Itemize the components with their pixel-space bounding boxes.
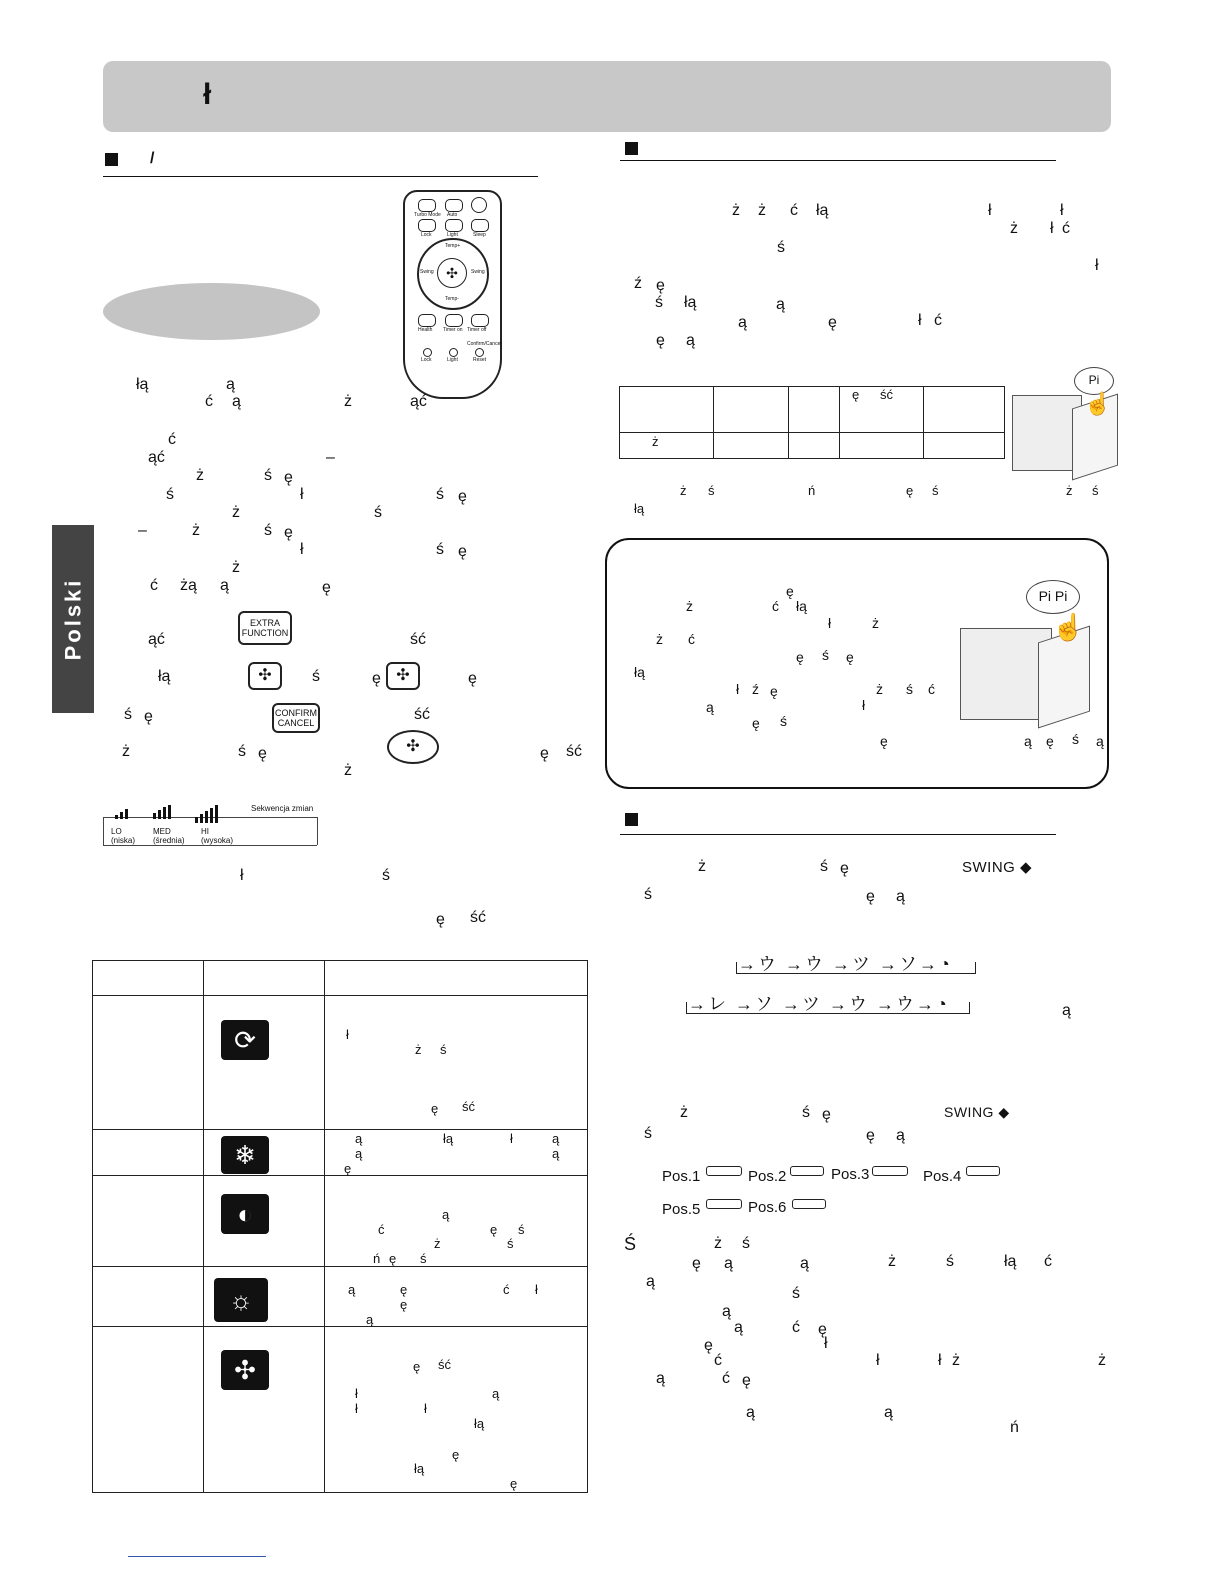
glyph: ż (888, 1253, 896, 1270)
glyph: ć (168, 431, 176, 448)
position-label-2: Pos.2 (748, 1168, 787, 1185)
glyph: żą (180, 577, 197, 594)
glyph: ł (535, 1282, 538, 1297)
glyph: – (138, 522, 147, 539)
extra-function-label-2: FUNCTION (241, 628, 289, 638)
glyph: ą (776, 296, 785, 313)
glyph: łą (136, 376, 149, 393)
glyph: ą (800, 1255, 809, 1272)
fan-icon-button-2[interactable]: ✣ (386, 662, 420, 690)
remote-label-light-2: Light (447, 357, 458, 363)
glyph: ż (758, 202, 766, 219)
glyph: ś (420, 1251, 427, 1266)
glyph: ść (566, 743, 582, 760)
section-marker-3 (625, 813, 638, 826)
remote-key-timer-on (445, 314, 463, 327)
glyph: ż (952, 1352, 960, 1369)
remote-label-health: Health (418, 327, 433, 333)
glyph: ś (742, 1235, 750, 1252)
glyph: ę (692, 1255, 701, 1272)
confirm-label: CONFIRM (275, 708, 317, 718)
section-marker-2 (625, 142, 638, 155)
glyph: ż (698, 858, 706, 875)
glyph: ś (932, 483, 939, 498)
glyph: ł (1095, 257, 1099, 274)
glyph: ę (452, 1447, 460, 1462)
glyph: ż (656, 631, 663, 647)
glyph: ć (503, 1282, 510, 1297)
glyph: ę (866, 888, 875, 905)
pipi-bubble: Pi Pi (1026, 580, 1080, 614)
glyph: ę (322, 579, 331, 596)
glyph: ł (240, 867, 244, 884)
glyph: ł (988, 202, 992, 219)
glyph: ż (344, 393, 352, 410)
glyph: ą (552, 1131, 560, 1146)
glyph: ł (300, 541, 304, 558)
remote-label-lock-2: Lock (421, 357, 432, 363)
extra-function-label-1: EXTRA (249, 618, 280, 628)
glyph: ć (928, 681, 935, 697)
glyph: ł (1060, 202, 1064, 219)
glyph: ś (822, 647, 829, 663)
hand-icon-2: ☝ (1052, 612, 1085, 642)
glyph: ł (424, 1401, 427, 1416)
glyph: ć (150, 577, 158, 594)
glyph: ż (1098, 1352, 1106, 1369)
glyph: ś (436, 541, 444, 558)
fan-sequence-label: Sekwencja zmian (251, 804, 314, 813)
remote-label-timer-off: Timer off (467, 327, 487, 333)
glyph: ś (374, 504, 382, 521)
glyph: ę (880, 733, 888, 749)
glyph: ę (656, 277, 665, 294)
position-label-3: Pos.3 (831, 1166, 870, 1183)
glyph: ę (144, 708, 153, 725)
cancel-label: CANCEL (277, 718, 315, 728)
glyph: ą (722, 1303, 731, 1320)
glyph: ą (1024, 733, 1032, 749)
fan-mode-icon: ✣ (221, 1350, 269, 1390)
glyph: ę (400, 1297, 408, 1312)
glyph: ść (414, 706, 430, 723)
glyph: ś (518, 1222, 525, 1237)
remote-key-light (445, 219, 463, 232)
glyph: ć (714, 1352, 722, 1369)
vane-pos4-icon (966, 1166, 1000, 1176)
glyph: ą (686, 332, 695, 349)
glyph: łą (796, 598, 807, 614)
glyph: ą (442, 1207, 450, 1222)
glyph: ż (415, 1042, 422, 1057)
cool-mode-icon: ❄ (221, 1136, 269, 1174)
glyph: ę (258, 745, 267, 762)
glyph: Ś (624, 1234, 637, 1254)
glyph: ł (1050, 220, 1054, 237)
glyph: ż (876, 681, 883, 697)
glyph: ść (880, 387, 893, 402)
glyph: ę (828, 314, 837, 331)
remote-dot-reset (475, 348, 484, 357)
glyph: ę (770, 683, 778, 699)
remote-key-timer-off (471, 314, 489, 327)
glyph: ć (722, 1370, 730, 1387)
remote-label-swing-left: Swing (420, 269, 434, 275)
language-tab[interactable] (52, 525, 94, 713)
glyph: ę (413, 1359, 421, 1374)
glyph: ą (646, 1273, 655, 1290)
vane-pos2-icon (790, 1166, 824, 1176)
vane-pos3-icon (872, 1166, 908, 1176)
glyph: ź (752, 681, 759, 697)
section-marker-1 (105, 153, 118, 166)
glyph: łą (414, 1461, 425, 1476)
section-rule-2 (620, 160, 1056, 161)
remote-control-illustration (403, 190, 502, 399)
indoor-unit-pipi-illustration (960, 578, 1095, 720)
glyph: ł (862, 697, 866, 713)
glyph: ę (431, 1101, 439, 1116)
hand-icon: ☝ (1084, 391, 1112, 416)
remote-key-auto (445, 199, 463, 212)
glyph: ą (896, 888, 905, 905)
glyph: ś (264, 522, 272, 539)
glyph: ż (122, 743, 130, 760)
fan-level-med: MED (średnia) (153, 827, 185, 845)
glyph: ł (938, 1352, 942, 1369)
glyph: ż (1010, 220, 1018, 237)
remote-fan-icon: ✣ (437, 258, 467, 288)
glyph: ę (822, 1106, 831, 1123)
glyph: ść (438, 1357, 451, 1372)
remote-dot-lock (423, 348, 432, 357)
glyph: ż (872, 615, 879, 631)
remote-label-confirm: Confirm/Cancel (467, 341, 502, 347)
glyph: ę (372, 670, 381, 687)
glyph: ć (792, 1319, 800, 1336)
glyph: ć (1044, 1253, 1052, 1270)
glyph: ż (192, 522, 200, 539)
glyph: ć (790, 202, 798, 219)
glyph: ę (458, 543, 467, 560)
glyph: łą (634, 501, 645, 516)
glyph: ł (346, 1027, 349, 1042)
glyph: ę (1046, 733, 1054, 749)
glyph: ę (656, 332, 665, 349)
glyph: ść (462, 1099, 475, 1114)
glyph: ś (440, 1042, 447, 1057)
swing-label-2: SWING ◆ (944, 1104, 1010, 1120)
heat-mode-icon: ☼ (214, 1278, 268, 1322)
glyph: ą (738, 314, 747, 331)
fan-bars-lo (115, 809, 128, 819)
glyph: ę (852, 387, 860, 402)
glyph: ś (644, 886, 652, 903)
glyph: ż (652, 434, 659, 449)
swing-sequence-1-icons: →ウ →ウ →ツ →ソ→◔ (738, 954, 952, 974)
fan-speed-sequence (103, 805, 321, 847)
glyph: ś (780, 713, 787, 729)
glyph: ę (704, 1337, 713, 1354)
glyph: ż (680, 483, 687, 498)
glyph: ś (820, 858, 828, 875)
glyph: ę (786, 583, 794, 599)
remote-power-icon (471, 197, 487, 213)
glyph: ł (876, 1352, 880, 1369)
glyph: ę (742, 1372, 751, 1389)
glyph: ś (655, 294, 663, 311)
glyph: ł (355, 1386, 358, 1401)
glyph: ż (714, 1235, 722, 1252)
glyph: ć (205, 393, 213, 410)
auto-mode-icon: ⟳ (221, 1020, 269, 1060)
pi-bubble: Pi (1074, 367, 1114, 395)
glyph: ść (410, 631, 426, 648)
glyph: ź (634, 275, 642, 292)
swing-sequence-2 (686, 992, 970, 1014)
footer-link-underline[interactable] (128, 1556, 266, 1557)
remote-label-temp-up: Temp+ (445, 243, 461, 249)
remote-label-lock: Lock (421, 232, 432, 238)
glyph: ś (124, 706, 132, 723)
swing-label-1: SWING ◆ (962, 859, 1033, 876)
glyph: ś (792, 1285, 800, 1302)
glyph: ą (355, 1146, 363, 1161)
glyph: ą (1062, 1002, 1071, 1019)
glyph: ś (507, 1236, 514, 1251)
glyph: łą (634, 664, 645, 680)
glyph: ść (470, 909, 486, 926)
section-rule-1 (103, 176, 538, 177)
vane-pos6-icon (792, 1199, 826, 1209)
glyph: ł (736, 681, 740, 697)
fan-bars-hi (195, 805, 218, 823)
glyph: ą (366, 1312, 374, 1327)
remote-key-health (418, 314, 436, 327)
vane-pos5-icon (706, 1199, 742, 1209)
header-title: ł (203, 78, 212, 111)
glyph: ę (796, 649, 804, 665)
glyph: ł (300, 486, 304, 503)
glyph: ś (264, 467, 272, 484)
glyph: ż (1066, 483, 1073, 498)
remote-dot-light (449, 348, 458, 357)
glyph: ę (540, 745, 549, 762)
remote-key-turbo (418, 199, 436, 212)
glyph: ś (946, 1253, 954, 1270)
glyph: ą (492, 1386, 500, 1401)
fan-bars-med (153, 805, 171, 819)
glyph: ł (828, 615, 832, 631)
indoor-unit-pi-illustration (1012, 365, 1122, 473)
glyph: łą (474, 1416, 485, 1431)
glyph: ą (355, 1131, 363, 1146)
remote-label-auto: Auto (447, 212, 458, 218)
fan-oval-button[interactable]: ✣ (387, 730, 439, 764)
glyph: ę (818, 1321, 827, 1338)
glyph: ś (312, 668, 320, 685)
remote-label-timer-on: Timer on (443, 327, 463, 333)
section-rule-3 (620, 834, 1056, 835)
fan-icon-button[interactable]: ✣ (248, 662, 282, 690)
glyph: ż (344, 762, 352, 779)
glyph: ą (706, 699, 714, 715)
extra-function-button[interactable] (238, 611, 292, 645)
glyph: ć (1062, 220, 1070, 237)
remote-label-reset: Reset (473, 357, 487, 363)
confirm-cancel-button[interactable] (272, 703, 320, 733)
section-title-1: / (150, 150, 155, 167)
glyph: łą (816, 202, 829, 219)
fan-level-hi: HI (wysoka) (201, 827, 234, 845)
glyph: ż (732, 202, 740, 219)
glyph: ąć (148, 449, 165, 466)
swing-sequence-2-icons: →レ →ソ →ツ →ウ →ウ→◔ (688, 994, 949, 1014)
remote-label-turbo: Turbo Mode (414, 212, 441, 218)
glyph: ąć (410, 393, 427, 410)
glyph: ł (824, 1335, 828, 1352)
glyph: ś (166, 486, 174, 503)
language-tab-label: Polski (60, 577, 85, 661)
glyph: łą (684, 294, 697, 311)
glyph: ę (490, 1222, 498, 1237)
glyph: ę (284, 469, 293, 486)
glyph: ąć (148, 631, 165, 648)
glyph: ć (772, 598, 779, 614)
glyph: ę (752, 715, 760, 731)
glyph: ę (284, 524, 293, 541)
glyph: łą (158, 668, 171, 685)
glyph: ą (746, 1404, 755, 1421)
glyph: ę (344, 1161, 352, 1176)
position-label-1: Pos.1 (662, 1168, 701, 1185)
glyph: ę (389, 1251, 397, 1266)
swing-sequence-1 (736, 950, 976, 974)
remote-label-light: Light (447, 232, 458, 238)
glyph: ą (734, 1319, 743, 1336)
glyph: ę (468, 670, 477, 687)
glyph: ę (400, 1282, 408, 1297)
glyph: ę (866, 1127, 875, 1144)
glyph: ś (1072, 731, 1079, 747)
glyph: ś (644, 1125, 652, 1142)
glyph: ą (724, 1255, 733, 1272)
position-label-4: Pos.4 (923, 1168, 962, 1185)
glyph: ą (896, 1127, 905, 1144)
glyph: ą (1096, 733, 1104, 749)
position-label-6: Pos.6 (748, 1199, 787, 1216)
position-label-5: Pos.5 (662, 1201, 701, 1218)
glyph: łą (1004, 1253, 1017, 1270)
glyph: ł (510, 1131, 513, 1146)
glyph: ę (436, 911, 445, 928)
glyph: ś (238, 743, 246, 760)
remote-key-lock (418, 219, 436, 232)
glyph: ą (884, 1404, 893, 1421)
glyph: ę (846, 649, 854, 665)
glyph: ń (1010, 1419, 1019, 1436)
glyph: ę (906, 483, 914, 498)
remote-label-sleep: Sleep (473, 232, 486, 238)
glyph: ć (934, 312, 942, 329)
glyph: ę (510, 1476, 518, 1491)
glyph: ś (906, 681, 913, 697)
dry-mode-icon: ◐ (221, 1194, 269, 1234)
mode-ellipse (103, 283, 320, 340)
glyph: ę (458, 488, 467, 505)
beep-table (619, 386, 1005, 459)
glyph: ś (802, 1104, 810, 1121)
glyph: ą (226, 376, 235, 393)
header-banner (103, 61, 1111, 132)
glyph: ś (1092, 483, 1099, 498)
glyph: ś (382, 867, 390, 884)
glyph: ć (688, 631, 695, 647)
glyph: ń (373, 1251, 381, 1266)
glyph: – (326, 449, 335, 466)
remote-label-swing-right: Swing (471, 269, 485, 275)
glyph: ś (708, 483, 715, 498)
glyph: ń (808, 483, 816, 498)
glyph: ż (680, 1104, 688, 1121)
mode-table (92, 960, 588, 1493)
glyph: ą (232, 393, 241, 410)
glyph: ę (840, 860, 849, 877)
glyph: ł (355, 1401, 358, 1416)
glyph: ą (656, 1370, 665, 1387)
glyph: ł (918, 312, 922, 329)
glyph: ż (232, 559, 240, 576)
glyph: ą (220, 577, 229, 594)
remote-key-sleep (471, 219, 489, 232)
glyph: ż (232, 504, 240, 521)
glyph: łą (443, 1131, 454, 1146)
vane-pos1-icon (706, 1166, 742, 1176)
glyph: ś (777, 239, 785, 256)
fan-level-lo: LO (niska) (111, 827, 136, 845)
glyph: ż (686, 598, 693, 614)
glyph: ż (196, 467, 204, 484)
glyph: ą (348, 1282, 356, 1297)
remote-label-temp-down: Temp- (445, 296, 459, 302)
glyph: ą (552, 1146, 560, 1161)
glyph: ż (434, 1236, 441, 1251)
glyph: ś (436, 486, 444, 503)
glyph: ć (378, 1222, 385, 1237)
